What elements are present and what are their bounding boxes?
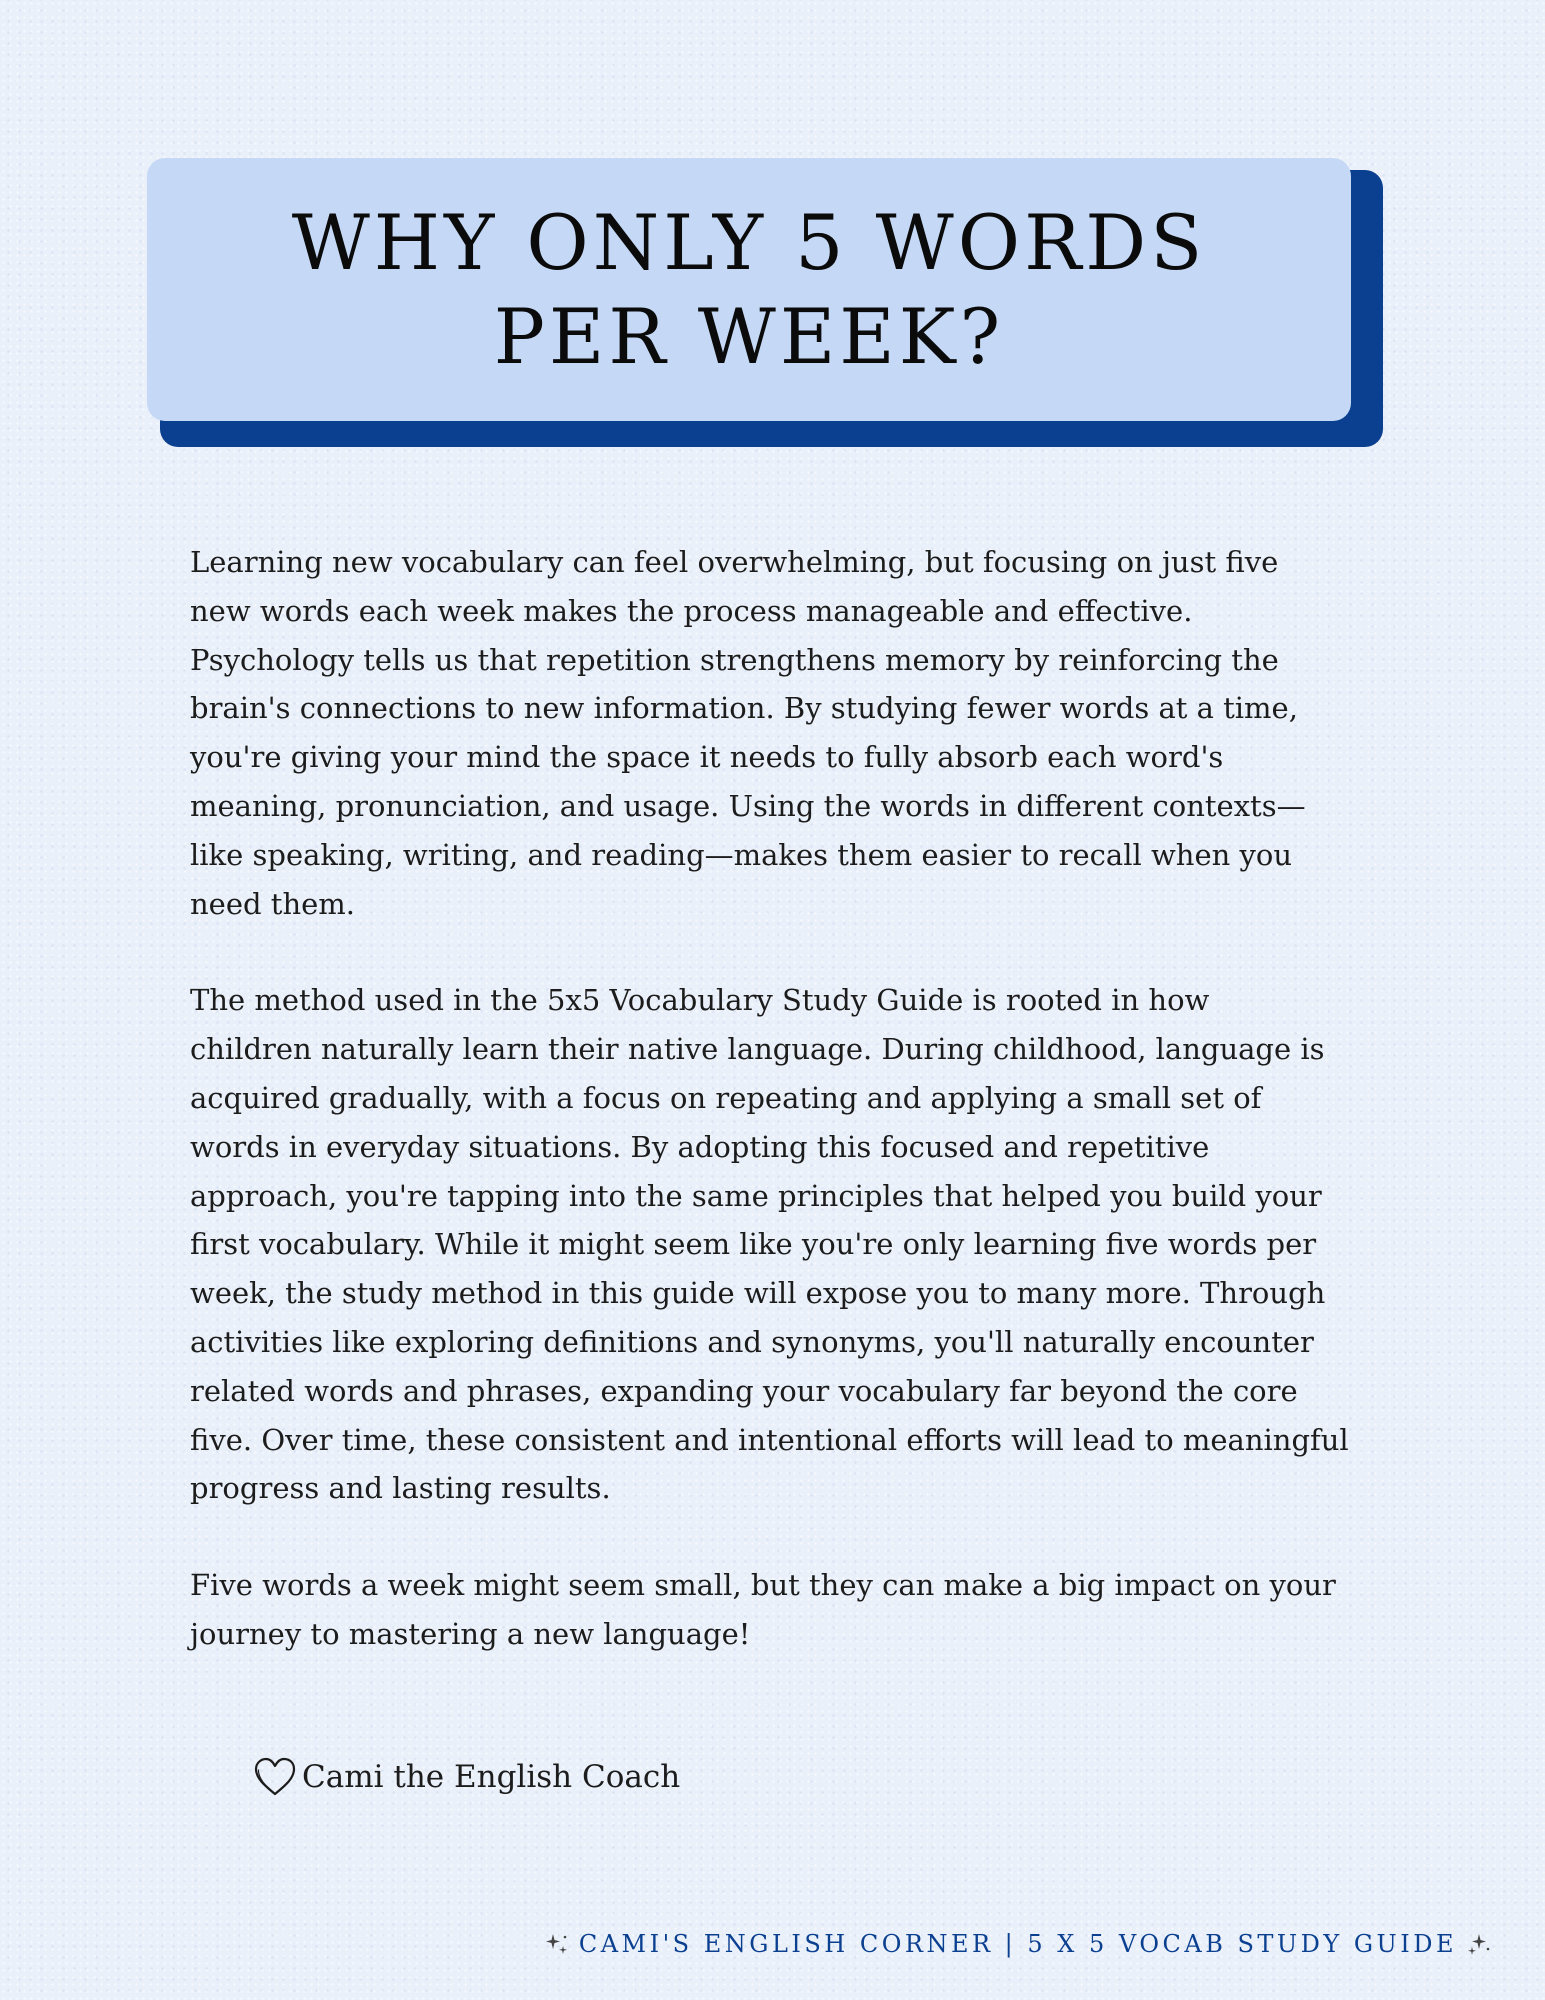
text-line: children naturally learn their native language. During childhood, language is <box>190 1032 1325 1067</box>
text-line: brain's connections to new information. By studying fewer words at a time, <box>190 691 1298 726</box>
sparkle-icon <box>543 1930 571 1958</box>
paragraph-2 <box>190 976 1360 1513</box>
signature-text: Cami the English Coach <box>302 1759 681 1795</box>
paragraph-1 <box>190 538 1360 928</box>
text-line: acquired gradually, with a focus on repeating and applying a small set of <box>190 1080 1262 1115</box>
page-title-line-1: WHY ONLY 5 WORDS <box>291 197 1207 287</box>
sparkle-icon <box>1465 1930 1493 1958</box>
text-line: need them. <box>190 886 355 921</box>
footer <box>543 1930 1493 1958</box>
text-line: approach, you're tapping into the same principles that helped you build your <box>190 1178 1322 1213</box>
signature <box>252 1756 680 1798</box>
text-line: like speaking, writing, and reading—makes them easier to recall when you <box>190 837 1293 872</box>
footer-text: CAMI'S ENGLISH CORNER | 5 X 5 VOCAB STUDY GUIDE <box>578 1930 1457 1958</box>
heart-outline-icon <box>252 1756 298 1798</box>
text-line: related words and phrases, expanding your vocabulary far beyond the core <box>190 1373 1298 1408</box>
text-line: activities like exploring definitions and synonyms, you'll naturally encounter <box>190 1324 1314 1359</box>
text-line: Five words a week might seem small, but they can make a big impact on your <box>190 1568 1336 1603</box>
title-banner <box>147 158 1351 421</box>
text-line: meaning, pronunciation, and usage. Using the words in different contexts— <box>190 788 1306 823</box>
text-line: week, the study method in this guide will expose you to many more. Through <box>190 1276 1326 1311</box>
text-line: Learning new vocabulary can feel overwhelming, but focusing on just five <box>190 545 1279 579</box>
text-line: new words each week makes the process manageable and effective. <box>190 593 1193 628</box>
body-text <box>190 538 1360 1707</box>
text-line: Psychology tells us that repetition strengthens memory by reinforcing the <box>190 642 1279 677</box>
page-title-line-2: PER WEEK? <box>493 291 1005 381</box>
paragraph-3 <box>190 1561 1360 1659</box>
text-line: five. Over time, these consistent and intentional efforts will lead to meaningful <box>190 1422 1349 1457</box>
text-line: first vocabulary. While it might seem like you're only learning five words per <box>190 1227 1317 1262</box>
text-line: The method used in the 5x5 Vocabulary Study Guide is rooted in how <box>190 983 1210 1018</box>
text-line: you're giving your mind the space it needs to fully absorb each word's <box>190 740 1224 775</box>
text-line: progress and lasting results. <box>190 1471 611 1506</box>
text-line: journey to mastering a new language! <box>190 1616 751 1651</box>
text-line: words in everyday situations. By adopting this focused and repetitive <box>190 1129 1210 1164</box>
